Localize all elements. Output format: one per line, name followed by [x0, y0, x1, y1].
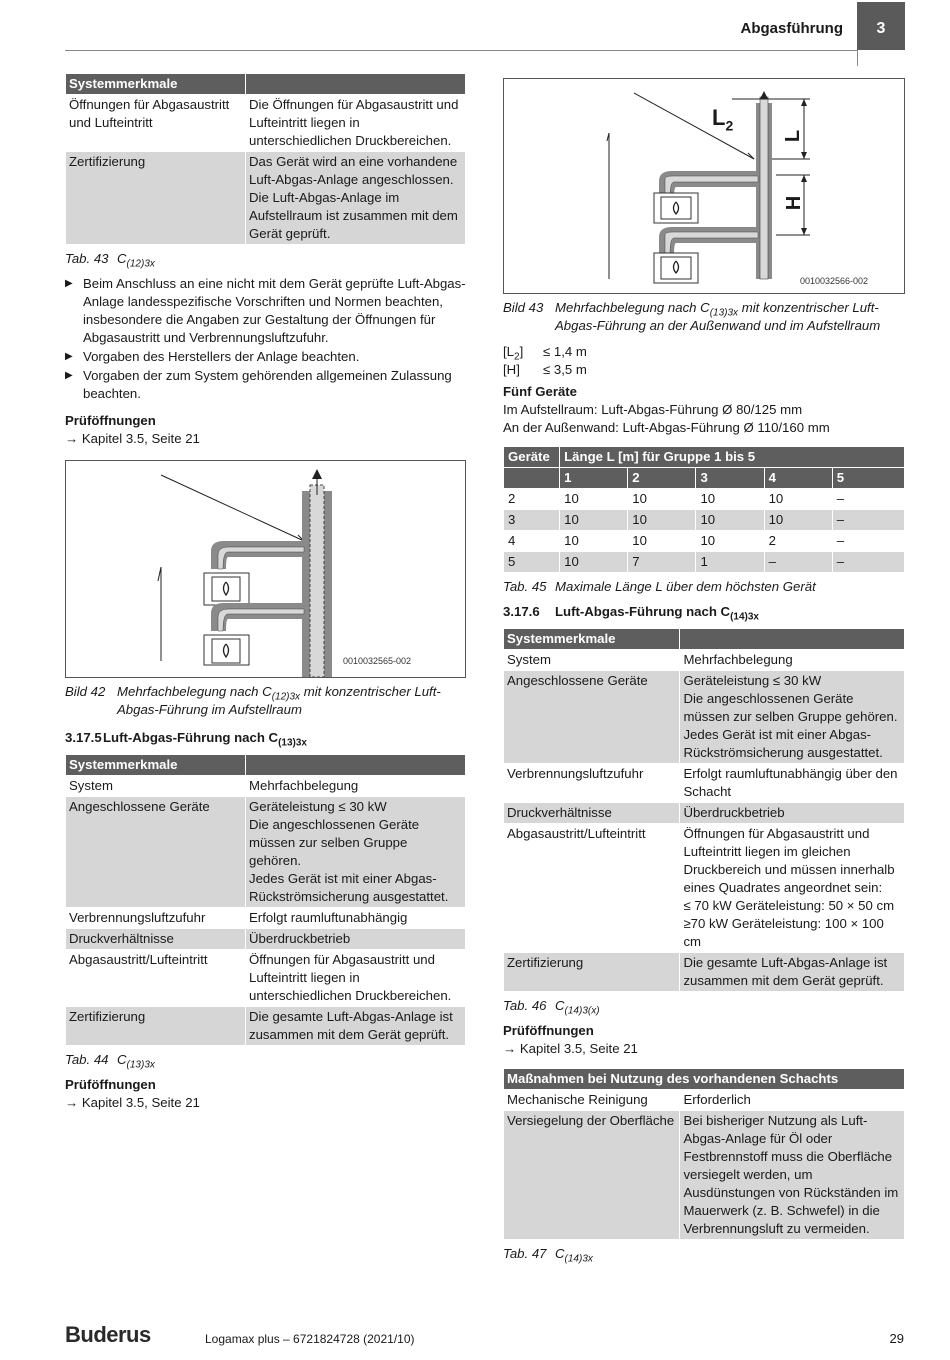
figure-42-caption: Bild 42 Mehrfachbelegung nach $C_{(12)3x}$ mit konzentrischer Luft-Abgas-Führung im Aufstellraum [65, 684, 441, 717]
section-heading: Prüföffnungen [503, 1023, 594, 1038]
dimension-limits [503, 343, 905, 379]
list-item: [H] ≤ 3,5 m [503, 362, 587, 377]
instruction-list [65, 275, 466, 403]
section-heading: Prüföffnungen [65, 413, 156, 428]
table-row: Druckverhältnisse Überdruckbetrieb [66, 929, 466, 950]
table-header: Systemmerkmale [66, 755, 246, 776]
triangle-bullet-icon: ▶ [65, 351, 73, 362]
table-46 [503, 628, 905, 992]
table-row: Mechanische Reinigung Erforderlich [504, 1090, 905, 1111]
table-46-caption: Tab. 46 $C_{(14)3(x)}$ [503, 998, 600, 1017]
figure-43-illustration [503, 78, 905, 294]
figure-id: 0010032566-002 [800, 276, 869, 286]
figure-id: 0010032565-002 [343, 656, 412, 666]
figure-42-illustration [65, 460, 466, 678]
flue-wall-diagram-icon [504, 79, 904, 293]
table-header: Systemmerkmale [66, 74, 246, 95]
five-devices-line: An der Außenwand: Luft-Abgas-Führung Ø 110/160 mm [503, 420, 830, 435]
table-row: System Mehrfachbelegung [66, 776, 466, 797]
table-header: Maßnahmen bei Nutzung des vorhandenen Schachts [504, 1069, 905, 1090]
dimension-h-label: H [783, 195, 806, 211]
dimension-l-label: L [782, 129, 805, 143]
header-tick [857, 50, 858, 66]
table-row: Verbrennungsluftzufuhr Erfolgt raumluftunabhängig über den Schacht [504, 764, 905, 803]
five-devices-heading: Fünf Geräte [503, 384, 578, 399]
table-header: Systemmerkmale [504, 629, 680, 650]
left-column [65, 73, 466, 1116]
table-row: Abgasaustritt/Lufteintritt Öffnungen für Abgasaustritt und Lufteintritt liegen in unterschiedlichen Druckbereichen. [66, 950, 466, 1007]
section-3-17-5-heading: 3.17.5Luft-Abgas-Führung nach $C_{(13)3x}$ [65, 730, 307, 749]
table-row: Druckverhältnisse Überdruckbetrieb [504, 803, 905, 824]
table-43 [65, 73, 466, 245]
page-reference-link[interactable]: → Kapitel 3.5, Seite 21 [65, 1095, 200, 1110]
table-row: 3 10 10 10 10 – [504, 510, 905, 531]
table-44-caption: Tab. 44 $C_{(13)3x}$ [65, 1052, 155, 1071]
table-row: Verbrennungsluftzufuhr Erfolgt raumluftunabhängig [66, 908, 466, 929]
list-item: ▶ Vorgaben des Herstellers der Anlage beachten. [65, 349, 360, 364]
table-row: Öffnungen für Abgasaustritt und Lufteintritt Die Öffnungen für Abgasaustritt und Lufteintritt liegen in unterschiedlichen Druckbereichen. [66, 95, 466, 152]
page-reference-link[interactable]: → Kapitel 3.5, Seite 21 [503, 1041, 638, 1056]
triangle-bullet-icon: ▶ [65, 370, 73, 381]
list-item: ▶ Beim Anschluss an eine nicht mit dem Gerät geprüfte Luft-Abgas-Anlage landesspezifische Vorschriften und Normen beachten, insbesondere die Angaben zur Gestaltung der Öffnungen für Abgasaustritt und Verbrennungsluftzufuhr. [65, 276, 466, 345]
figure-43-caption: Bild 43 Mehrfachbelegung nach $C_{(13)3x}$ mit konzentrischer Luft-Abgas-Führung an der Außenwand und im Aufstellraum [503, 300, 881, 333]
triangle-bullet-icon: ▶ [65, 278, 73, 289]
list-item: $[L_2]$ ≤ 1,4 m [503, 344, 587, 363]
table-row: Versiegelung der Oberfläche Bei bisheriger Nutzung als Luft-Abgas-Anlage für Öl oder Festbrennstoff muss die Oberfläche versiegelt werden, um Ausdünstungen von Rückständen im Mauerwerk (z. B. Schwefel) in die Verbrennungsluft zu vermeiden. [504, 1111, 905, 1240]
header-rule [65, 50, 857, 51]
header-title: Abgasführung [740, 20, 843, 37]
table-44 [65, 754, 466, 1046]
right-column [503, 78, 905, 1270]
table-row: Zertifizierung Die gesamte Luft-Abgas-Anlage ist zusammen mit dem Gerät geprüft. [504, 953, 905, 992]
table-45: Geräte Länge L [m] für Gruppe 1 bis 5 1 2 3 4 5 2 10 10 10 10 – 3 10 10 10 10 – 4 10 10 10 2 – 5 10 7 1 – – [503, 446, 905, 573]
table-row: Zertifizierung Die gesamte Luft-Abgas-Anlage ist zusammen mit dem Gerät geprüft. [66, 1007, 466, 1046]
table-47-caption: Tab. 47 $C_{(14)3x}$ [503, 1246, 593, 1265]
table-row: Abgasaustritt/Lufteintritt Öffnungen für Abgasaustritt und Lufteintritt liegen im gleichen Druckbereich und müssen innerhalb eines Quadrates angeordnet sein: ≤ 70 kW Geräteleistung: 50 × 50 cm ≥70 kW Geräteleistung: 100 × 100 cm [504, 824, 905, 953]
table-header: Geräte [504, 447, 560, 468]
table-row: Angeschlossene Geräte Geräteleistung ≤ 30 kW Die angeschlossenen Geräte müssen zur selben Gruppe gehören. Jedes Gerät ist mit einer Abgas-Rückströmsicherung ausgestattet. [504, 671, 905, 764]
list-item: ▶ Vorgaben der zum System gehörenden allgemeinen Zulassung beachten. [65, 368, 452, 401]
table-43-caption: Tab. 43 $C_{(12)3x}$ [65, 251, 155, 270]
table-row: 2 10 10 10 10 – [504, 489, 905, 510]
table-row: 5 10 7 1 – – [504, 552, 905, 573]
document-number: Logamax plus – 6721824728 (2021/10) [205, 1332, 415, 1346]
table-47 [503, 1068, 905, 1240]
page-reference-link[interactable]: → Kapitel 3.5, Seite 21 [65, 431, 200, 446]
table-row: Zertifizierung Das Gerät wird an eine vorhandene Luft-Abgas-Anlage angeschlossen. Die Luft-Abgas-Anlage im Aufstellraum ist zusammen mit dem Gerät geprüft. [66, 152, 466, 245]
chapter-number: 3 [857, 2, 905, 50]
section-3-17-6-heading: 3.17.6 Luft-Abgas-Führung nach $C_{(14)3x}$ [503, 604, 759, 623]
five-devices-line: Im Aufstellraum: Luft-Abgas-Führung Ø 80/125 mm [503, 402, 803, 417]
table-45-caption: Tab. 45 Maximale Länge L über dem höchsten Gerät [503, 579, 816, 594]
brand-logo: Buderus [65, 1322, 151, 1347]
table-row: System Mehrfachbelegung [504, 650, 905, 671]
table-row: Angeschlossene Geräte Geräteleistung ≤ 30 kW Die angeschlossenen Geräte müssen zur selben Gruppe gehören. Jedes Gerät ist mit einer Abgas-Rückströmsicherung ausgestattet. [66, 797, 466, 908]
table-header: Länge L [m] für Gruppe 1 bis 5 [560, 447, 905, 468]
table-row: 4 10 10 10 2 – [504, 531, 905, 552]
section-heading: Prüföffnungen [65, 1077, 156, 1092]
flue-diagram-icon [66, 461, 465, 677]
page-number: 29 [889, 1331, 904, 1346]
dimension-l2-label: $L_2$ [712, 105, 734, 134]
